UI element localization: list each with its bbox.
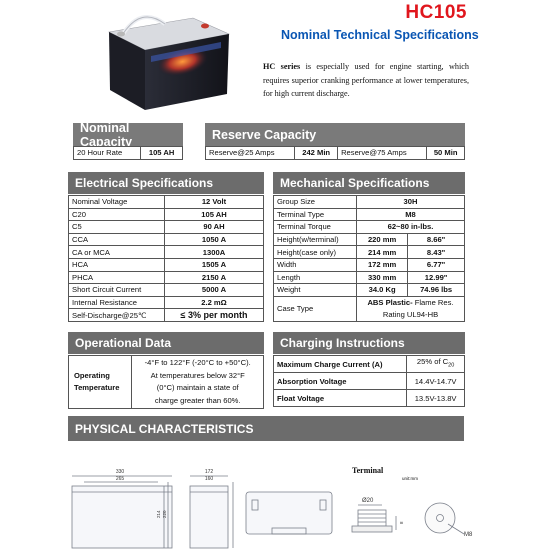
case-type-rating: Rating UL94-HB — [382, 309, 439, 319]
electrical-row — [69, 246, 264, 259]
dimension-metric: 214 mm — [357, 246, 408, 259]
electrical-row-label: CA or MCA — [69, 246, 165, 259]
electrical-row-value: 90 AH — [165, 221, 264, 234]
nominal-capacity-value: 105 AH — [141, 147, 183, 160]
case-type-label: Case Type — [274, 296, 357, 321]
operational-data-table — [68, 355, 264, 409]
mechanical-row — [274, 208, 465, 221]
electrical-row-label: Short Circuit Current — [69, 284, 165, 297]
mechanical-dimension-row — [274, 271, 465, 284]
charging-instructions-table — [273, 355, 465, 407]
electrical-row-label: C20 — [69, 208, 165, 221]
operating-temp-note3: charge greater than 60%. — [154, 395, 241, 405]
max-charge-current-value — [407, 356, 465, 373]
operating-temp-range: -4°F to 122°F (-20°C to +50°C). — [144, 358, 251, 367]
electrical-row — [69, 221, 264, 234]
electrical-row-value: 105 AH — [165, 208, 264, 221]
dimension-label: Width — [274, 258, 357, 271]
operational-data-header: Operational Data — [68, 332, 264, 354]
physical-characteristics-header: PHYSICAL CHARACTERISTICS — [68, 416, 464, 441]
dimension-imperial: 74.96 lbs — [408, 284, 465, 297]
nominal-capacity-table — [73, 146, 183, 160]
terminal-thread-label: M8 — [464, 532, 473, 538]
dimension-metric: 220 mm — [357, 233, 408, 246]
electrical-row-value: 1050 A — [165, 233, 264, 246]
dimension-metric: 330 mm — [357, 271, 408, 284]
dimension-label: Length — [274, 271, 357, 284]
mechanical-row-label: Terminal Torque — [274, 221, 357, 234]
dimension-label: Height(w/terminal) — [274, 233, 357, 246]
float-voltage-label: Float Voltage — [274, 390, 407, 407]
mechanical-row-value: M8 — [357, 208, 465, 221]
terminal-side-drawing — [352, 505, 396, 532]
dimension-imperial: 12.99" — [408, 271, 465, 284]
electrical-row-value: 1505 A — [165, 258, 264, 271]
electrical-row-label: PHCA — [69, 271, 165, 284]
operating-temp-note1: At temperatures below 32°F — [150, 370, 245, 380]
electrical-row — [69, 258, 264, 271]
nominal-capacity-label: 20 Hour Rate — [74, 147, 141, 160]
electrical-row — [69, 284, 264, 297]
terminal-diameter-label: Ø20 — [362, 498, 374, 504]
page-subtitle: Nominal Technical Specifications — [281, 28, 479, 42]
reserve-25-value: 242 Min — [295, 147, 338, 160]
top-view-drawing — [246, 492, 332, 534]
absorption-voltage-value: 14.4V-14.7V — [407, 373, 465, 390]
operating-temperature-value — [132, 356, 264, 409]
mechanical-dimension-row — [274, 233, 465, 246]
model-name: HC105 — [405, 2, 467, 23]
terminal-title: Terminal — [352, 466, 384, 475]
dimension-imperial: 8.43" — [408, 246, 465, 259]
operating-temperature-label — [69, 356, 132, 409]
dim-h1-label: 214 — [156, 510, 161, 518]
reserve-capacity-header: Reserve Capacity — [205, 123, 465, 146]
reserve-capacity-table — [205, 146, 465, 160]
mechanical-row — [274, 196, 465, 209]
operating-label-line1: Operating — [74, 371, 110, 380]
electrical-row-label: Internal Resistance — [69, 296, 165, 309]
intro-paragraph — [263, 60, 469, 101]
max-charge-current-label: Maximum Charge Current (A) — [274, 356, 407, 373]
electrical-row-label: CCA — [69, 233, 165, 246]
electrical-row — [69, 309, 264, 322]
mechanical-dimension-row — [274, 284, 465, 297]
dimension-imperial: 6.77" — [408, 258, 465, 271]
electrical-row-value: 5000 A — [165, 284, 264, 297]
electrical-row-value: 2.2 mΩ — [165, 296, 264, 309]
dimension-label: Weight — [274, 284, 357, 297]
terminal-unit: unit:mm — [402, 476, 419, 481]
charging-instructions-header: Charging Instructions — [273, 332, 465, 354]
electrical-row-value: ≤ 3% per month — [165, 309, 264, 322]
case-type-material: ABS Plastic- — [367, 297, 413, 307]
float-voltage-value: 13.5V-13.8V — [407, 390, 465, 407]
case-type-value — [357, 296, 465, 321]
dimension-label: Height(case only) — [274, 246, 357, 259]
operating-temp-note2: (0°C) maintain a state of — [156, 383, 239, 392]
intro-text: is especially used for engine starting, which requires superior cranking performance at lower temperatures, for high current discharge. — [263, 62, 469, 98]
physical-drawings — [62, 458, 542, 549]
absorption-voltage-label: Absorption Voltage — [274, 373, 407, 390]
mechanical-row-value: 62~80 in-lbs. — [357, 221, 465, 234]
terminal-small-dim: 8 — [399, 521, 404, 524]
max-charge-current-sub: 20 — [448, 362, 455, 369]
reserve-75-value: 50 Min — [427, 147, 465, 160]
case-type-flame: Flame Res. — [412, 297, 454, 307]
dimension-metric: 172 mm — [357, 258, 408, 271]
mechanical-dimension-row — [274, 246, 465, 259]
reserve-75-label: Reserve@75 Amps — [338, 147, 427, 160]
max-charge-current-text: 25% of C — [416, 357, 449, 367]
electrical-row — [69, 233, 264, 246]
mechanical-row-value: 30H — [357, 196, 465, 209]
battery-image — [101, 4, 233, 114]
electrical-row-label: HCA — [69, 258, 165, 271]
electrical-row-value: 12 Volt — [165, 196, 264, 209]
dim-length-inner-label: 265 — [115, 476, 125, 482]
electrical-row — [69, 208, 264, 221]
electrical-row — [69, 196, 264, 209]
dim-width-label: 172 — [204, 469, 214, 475]
electrical-row-label: Self-Discharge@25℃ — [69, 309, 165, 322]
dim-h2-label: 220 — [162, 510, 167, 518]
electrical-specs-table — [68, 195, 264, 322]
mechanical-row-label: Group Size — [274, 196, 357, 209]
mechanical-specs-header: Mechanical Specifications — [273, 172, 465, 194]
mechanical-dimension-row — [274, 258, 465, 271]
electrical-row-value: 2150 A — [165, 271, 264, 284]
electrical-row — [69, 271, 264, 284]
electrical-specs-header: Electrical Specifications — [68, 172, 264, 194]
electrical-row-value: 1300A — [165, 246, 264, 259]
nominal-capacity-header: Nominal Capacity — [73, 123, 183, 146]
mechanical-specs-table — [273, 195, 465, 322]
electrical-row-label: Nominal Voltage — [69, 196, 165, 209]
side-view-drawing — [190, 476, 233, 548]
mechanical-row-label: Terminal Type — [274, 208, 357, 221]
dim-width-inner-label: 160 — [204, 476, 214, 482]
intro-series-name: HC series — [263, 62, 301, 71]
reserve-25-label: Reserve@25 Amps — [206, 147, 295, 160]
dimension-metric: 34.0 Kg — [357, 284, 408, 297]
electrical-row — [69, 296, 264, 309]
operating-label-line2: Temperature — [74, 383, 120, 392]
dim-length-label: 330 — [115, 469, 125, 475]
electrical-row-label: C5 — [69, 221, 165, 234]
dimension-imperial: 8.66" — [408, 233, 465, 246]
terminal-top-drawing — [425, 503, 464, 534]
mechanical-row — [274, 221, 465, 234]
